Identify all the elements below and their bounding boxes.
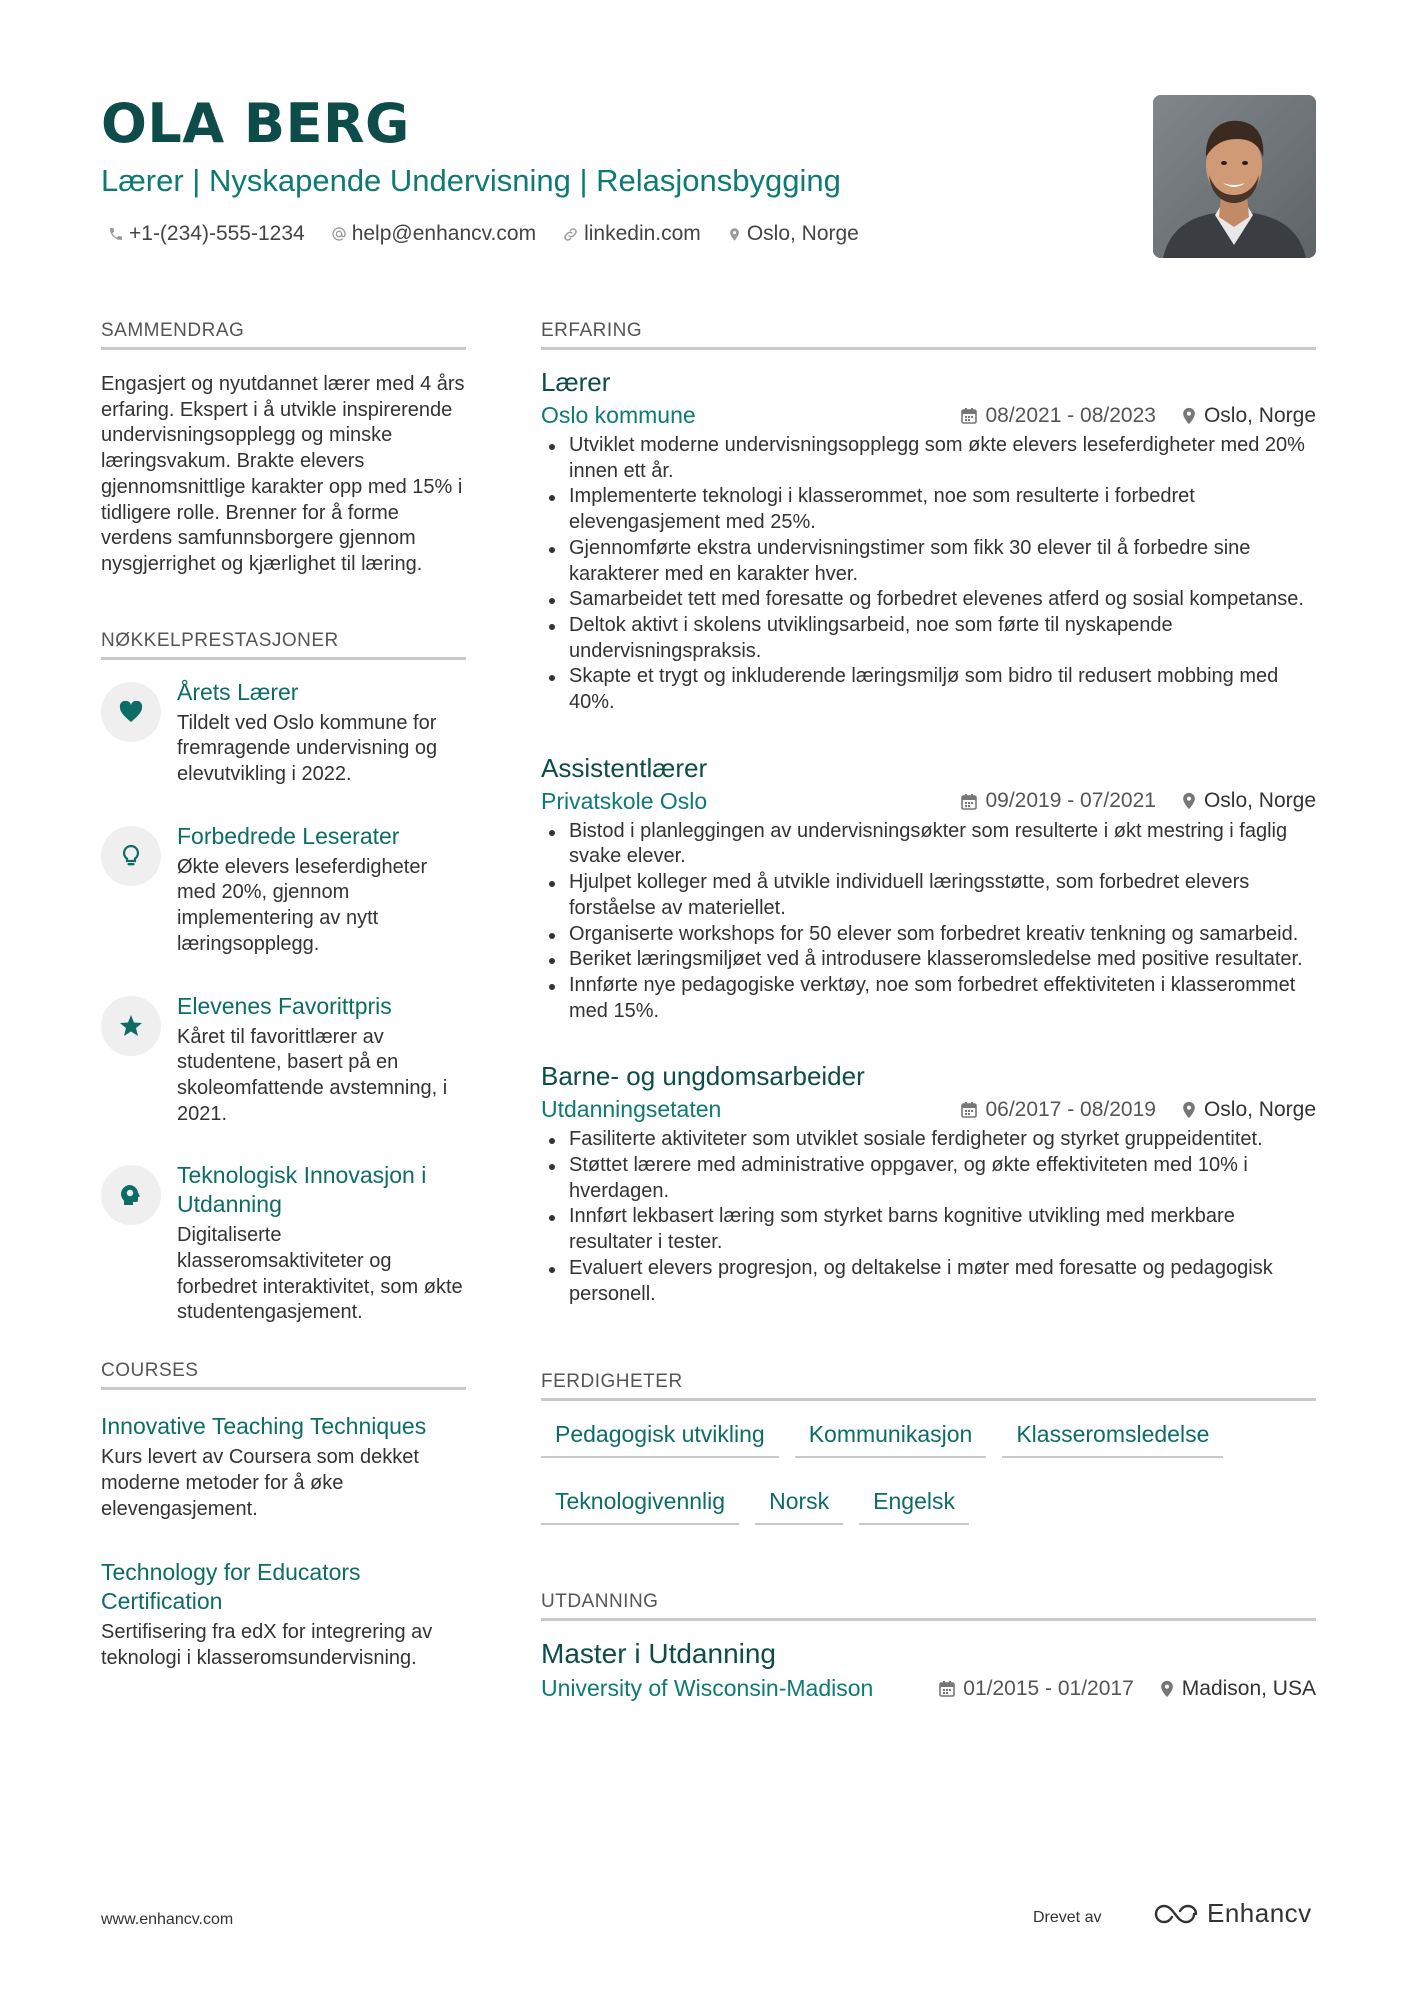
calendar-icon [961,1101,977,1118]
skill-tag: Engelsk [859,1484,969,1525]
achievement-title: Forbedrede Leserater [177,822,400,849]
job-company: Utdanningsetaten [541,1096,722,1123]
experience-heading: ERFARING [541,320,1316,350]
location-text: Oslo, Norge [746,222,859,245]
achievement-title: Årets Lærer [177,678,299,705]
job-bullet: Evaluert elevers progresjon, og deltakelse i møter med foresatte og pedagogisk personell. [541,1256,1316,1307]
job-company: Oslo kommune [541,402,696,428]
footer-brand[interactable] [1153,1898,1312,1929]
job-entry [541,1060,1316,1307]
job-dates-text: 09/2019 - 07/2021 [985,789,1156,813]
lightbulb-icon [122,844,140,868]
summary-heading: SAMMENDRAG [101,320,466,350]
job-bullet: Innførte nye pedagogiske verktøy, noe som forbedret effektiviteten i klasserommet med 15%. [541,973,1316,1024]
job-info-row [541,402,1316,429]
phone-icon [108,226,124,242]
course-title: Innovative Teaching Techniques [101,1413,427,1440]
summary-section [101,320,466,578]
job-meta [935,404,1316,428]
achievement-desc: Digitaliserte klasseromsaktiviteter og forbedret interaktivitet, som økte studentengasjement. [177,1224,463,1324]
calendar-icon [961,793,977,810]
job-dates [961,404,1155,428]
job-bullets [541,819,1316,1025]
job-bullet: Skapte et trygt og inkluderende læringsmiljø som bidro til redusert mobbing med 40%. [541,664,1316,715]
job-bullet: Beriket læringsmiljøet ved å introdusere klasseromsledelse med positive resultater. [541,947,1316,973]
job-title: Assistentlærer [541,752,708,783]
calendar-icon [961,407,977,424]
job-bullet: Deltok aktivt i skolens utviklingsarbeid, noe som førte til nyskapende undervisningspraksis. [541,613,1316,664]
skill-tag: Klasseromsledelse [1002,1417,1223,1458]
achievements-section [101,630,466,1327]
contact-location [727,222,859,246]
calendar-icon [939,1680,955,1697]
location-pin-icon [1182,1101,1196,1119]
right-column [541,320,1316,1706]
footer-url[interactable]: www.enhancv.com [101,1911,234,1928]
skill-tag: Pedagogisk utvikling [541,1417,779,1458]
achievement-body [177,822,466,958]
enhancv-logo-icon [1153,1902,1199,1926]
location-pin-icon [1160,1680,1174,1698]
job-title: Barne- og ungdomsarbeider [541,1061,865,1092]
achievement-icon-wrap [101,682,161,742]
achievement-icon-wrap [101,1165,161,1225]
footer-brand-name: Enhancv [1207,1898,1312,1928]
linkedin-text: linkedin.com [584,222,701,245]
contact-bar [108,222,885,246]
job-bullet: Implementerte teknologi i klasserommet, noe som resulterte i forbedret elevengasjement med 25%. [541,484,1316,535]
phone-text: +1-(234)-555-1234 [129,222,305,245]
job-location-text: Oslo, Norge [1203,789,1316,813]
job-bullet: Organiserte workshops for 50 elever som forbedret kreativ tenkning og samarbeid. [541,922,1316,948]
job-location-text: Oslo, Norge [1203,403,1316,427]
education-location-text: Madison, USA [1181,1676,1316,1700]
location-pin-icon [727,226,742,243]
experience-section [541,320,1316,1307]
job-title: Lærer [541,367,611,397]
location-pin-icon [1182,407,1196,425]
portrait-illustration [1153,95,1316,258]
achievement-item [101,1161,466,1326]
headline: Lærer | Nyskapende Undervisning | Relasjonsbygging [101,163,841,198]
job-dates [961,789,1155,813]
course-item [101,1412,466,1522]
skills-list [541,1417,1316,1551]
link-icon [562,226,579,243]
skill-tag: Norsk [755,1484,843,1525]
achievement-desc: Økte elevers leseferdigheter med 20%, gjennom implementering av nytt læringsopplegg. [177,855,428,955]
job-bullet: Samarbeidet tett med foresatte og forbedret elevenes atferd og sosial kompetanse. [541,587,1316,613]
achievement-item [101,678,466,788]
footer-powered-by: Drevet av [1033,1909,1102,1926]
skills-heading: FERDIGHETER [541,1371,1316,1401]
candidate-name: OLA BERG [101,92,410,155]
achievement-body [177,678,466,788]
job-bullet: Hjulpet kolleger med å utvikle individuell læringsstøtte, som forbedret elevers forståelse av materiellet. [541,870,1316,921]
education-heading: UTDANNING [541,1591,1316,1621]
job-location [1182,789,1316,813]
education-degree: Master i Utdanning [541,1638,777,1670]
skills-section [541,1371,1316,1551]
job-bullet: Gjennomførte ekstra undervisningstimer som fikk 30 elever til å forbedre sine karakterer med en karakter hver. [541,536,1316,587]
job-company: Privatskole Oslo [541,787,708,814]
achievement-title: Teknologisk Innovasjon i Utdanning [177,1162,427,1218]
job-location-text: Oslo, Norge [1203,1097,1316,1121]
job-bullets [541,433,1316,716]
contact-linkedin[interactable] [562,222,701,246]
heart-icon [119,701,143,723]
location-pin-icon [1182,792,1196,810]
achievement-icon-wrap [101,996,161,1056]
job-meta [935,1098,1316,1122]
summary-text: Engasjert og nyutdannet lærer med 4 års erfaring. Ekspert i å utvikle inspirerende undervisningsopplegg og minske læringsvakum. Brakte elevers gjennomsnittlige karakter opp med 15% i tidligere rolle. Brenner for å forme verdens samfunnsborgere gjennom nysgjerrighet og kjærlighet til læring. [101,373,465,575]
achievement-desc: Tildelt ved Oslo kommune for fremragende undervisning og elevutvikling i 2022. [177,711,438,786]
job-bullet: Bistod i planleggingen av undervisningsøkter som resulterte i økt mestring i faglig svake elever. [541,819,1316,870]
job-dates [961,1098,1155,1122]
education-meta [913,1677,1316,1701]
job-location [1182,404,1316,428]
job-bullets [541,1127,1316,1307]
education-location [1160,1677,1316,1701]
left-column [101,320,466,1708]
job-info-row [541,1096,1316,1123]
job-bullet: Innført lekbasert læring som styrket barns kognitive utvikling med merkbare resultater i tester. [541,1204,1316,1255]
contact-email[interactable] [331,222,536,246]
achievement-body [177,1161,466,1326]
email-text: help@enhancv.com [351,222,537,245]
star-icon [119,1014,143,1037]
achievement-title: Elevenes Favorittpris [177,992,392,1019]
education-section [541,1591,1316,1702]
job-dates-text: 08/2021 - 08/2023 [985,403,1156,427]
job-bullet: Fasiliterte aktiviteter som utviklet sosiale ferdigheter og styrket gruppeidentitet. [541,1127,1316,1153]
course-desc: Kurs levert av Coursera som dekket moderne metoder for å øke elevengasjement. [101,1446,419,1520]
education-info-row [541,1675,1316,1702]
achievement-desc: Kåret til favorittlærer av studentene, basert på en skoleomfattende avstemning, i 2021. [177,1025,448,1125]
job-location [1182,1098,1316,1122]
course-title: Technology for Educators Certification [101,1559,361,1615]
skill-tag: Teknologivennlig [541,1484,739,1525]
courses-heading: COURSES [101,1360,466,1390]
job-entry [541,752,1316,1025]
achievement-body [177,992,466,1128]
job-meta [935,789,1316,813]
job-info-row [541,788,1316,815]
course-desc: Sertifisering fra edX for integrering av teknologi i klasseromsundervisning. [101,1621,433,1669]
brain-head-icon [119,1183,143,1207]
contact-phone [108,222,305,246]
education-dates [939,1677,1133,1701]
job-entry [541,366,1316,716]
courses-section [101,1360,466,1672]
job-bullet: Utviklet moderne undervisningsopplegg som økte elevers leseferdigheter med 20% innen ett år. [541,433,1316,484]
achievements-heading: NØKKELPRESTASJONER [101,630,466,660]
achievement-item [101,822,466,958]
profile-photo [1153,95,1316,258]
course-item [101,1558,466,1671]
education-dates-text: 01/2015 - 01/2017 [963,1676,1134,1700]
at-icon [331,226,347,242]
education-school: University of Wisconsin-Madison [541,1675,874,1702]
job-bullet: Støttet lærere med administrative oppgaver, og økte effektiviteten med 10% i hverdagen. [541,1153,1316,1204]
job-dates-text: 06/2017 - 08/2019 [985,1097,1156,1121]
achievement-item [101,992,466,1128]
skill-tag: Kommunikasjon [795,1417,987,1458]
achievement-icon-wrap [101,826,161,886]
